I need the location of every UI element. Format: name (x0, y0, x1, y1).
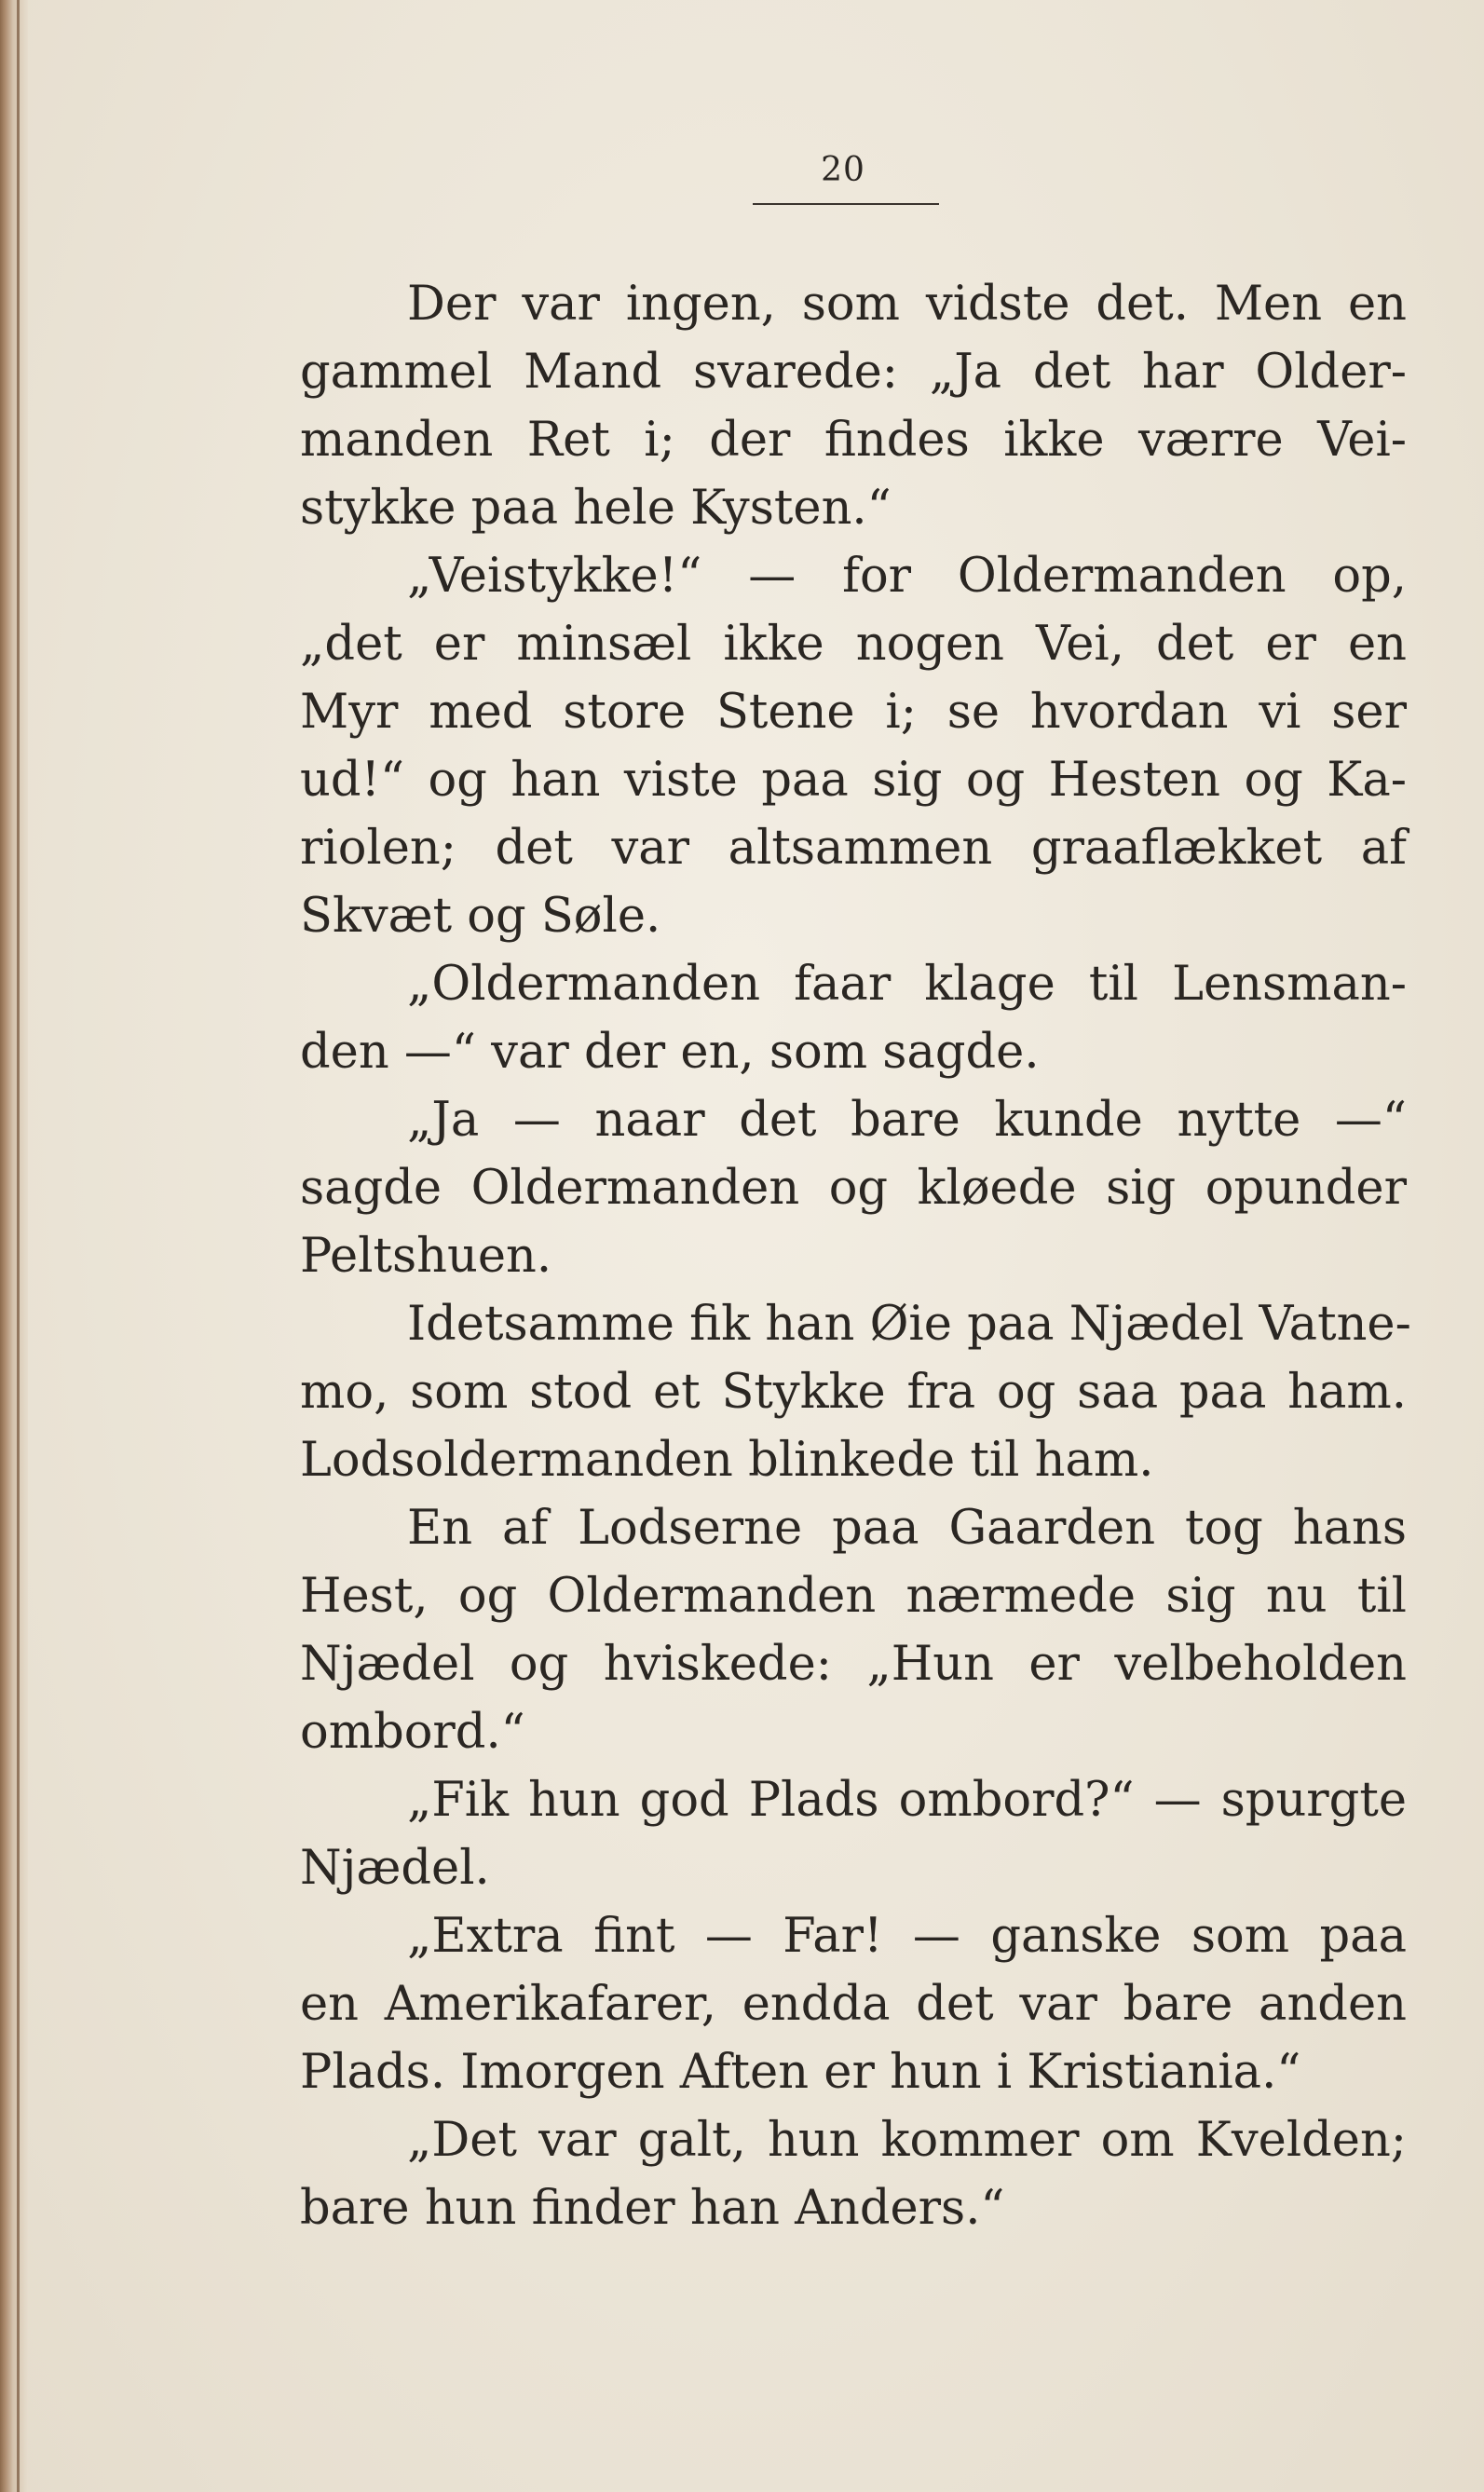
text-line: Hest, og Oldermanden nærmede sig nu til (300, 1569, 1407, 1624)
text-line: „Extra fint — Far! — ganske som paa (407, 1909, 1407, 1964)
body-text (300, 270, 1411, 2242)
text-line: „Det var galt, hun kommer om Kvelden; (407, 2113, 1407, 2168)
text-line: Lodsoldermanden blinkede til ham. (300, 1433, 1154, 1488)
text-line: Njædel. (300, 1841, 490, 1896)
text-line: Skvæt og Søle. (300, 889, 661, 944)
text-line: Peltshuen. (300, 1229, 552, 1284)
text-line: stykke paa hele Kysten.“ (300, 481, 892, 536)
text-line: „Veistykke!“ — for Oldermanden op, (407, 549, 1407, 604)
text-line: Plads. Imorgen Aften er hun i Kristiania.“ (300, 2045, 1301, 2100)
text-line: Njædel og hviskede: „Hun er velbeholden (300, 1637, 1407, 1692)
text-line: Myr med store Stene i; se hvordan vi ser (300, 685, 1407, 740)
binding-line (17, 0, 20, 2492)
text-line: Idetsamme fik han Øie paa Njædel Vatne- (407, 1297, 1411, 1352)
text-line: En af Lodserne paa Gaarden tog hans (407, 1501, 1407, 1556)
text-line: sagde Oldermanden og kløede sig opunder (300, 1161, 1407, 1216)
text-line: „Ja — naar det bare kunde nytte —“ (407, 1093, 1407, 1148)
page-number: 20 (821, 151, 865, 189)
text-line: riolen; det var altsammen graaflækket af (300, 821, 1407, 876)
text-line: Der var ingen, som vidste det. Men en (407, 277, 1407, 332)
page-number-rule (753, 203, 939, 205)
text-line: mo, som stod et Stykke fra og saa paa ham. (300, 1365, 1407, 1420)
text-line: den —“ var der en, som sagde. (300, 1025, 1040, 1080)
text-line: ud!“ og han viste paa sig og Hesten og Ka- (300, 753, 1407, 808)
text-line: „Oldermanden faar klage til Lensman- (407, 957, 1407, 1012)
text-line: „Fik hun god Plads ombord?“ — spurgte (407, 1773, 1407, 1828)
text-line: „det er minsæl ikke nogen Vei, det er en (300, 617, 1407, 672)
text-line: gammel Mand svarede: „Ja det har Older- (300, 345, 1407, 400)
text-line: manden Ret i; der findes ikke værre Vei- (300, 413, 1407, 468)
text-line: ombord.“ (300, 1705, 525, 1760)
page-binding-edge (0, 0, 28, 2492)
text-line: bare hun finder han Anders.“ (300, 2181, 1005, 2236)
text-line: en Amerikafarer, endda det var bare anden (300, 1977, 1407, 2032)
